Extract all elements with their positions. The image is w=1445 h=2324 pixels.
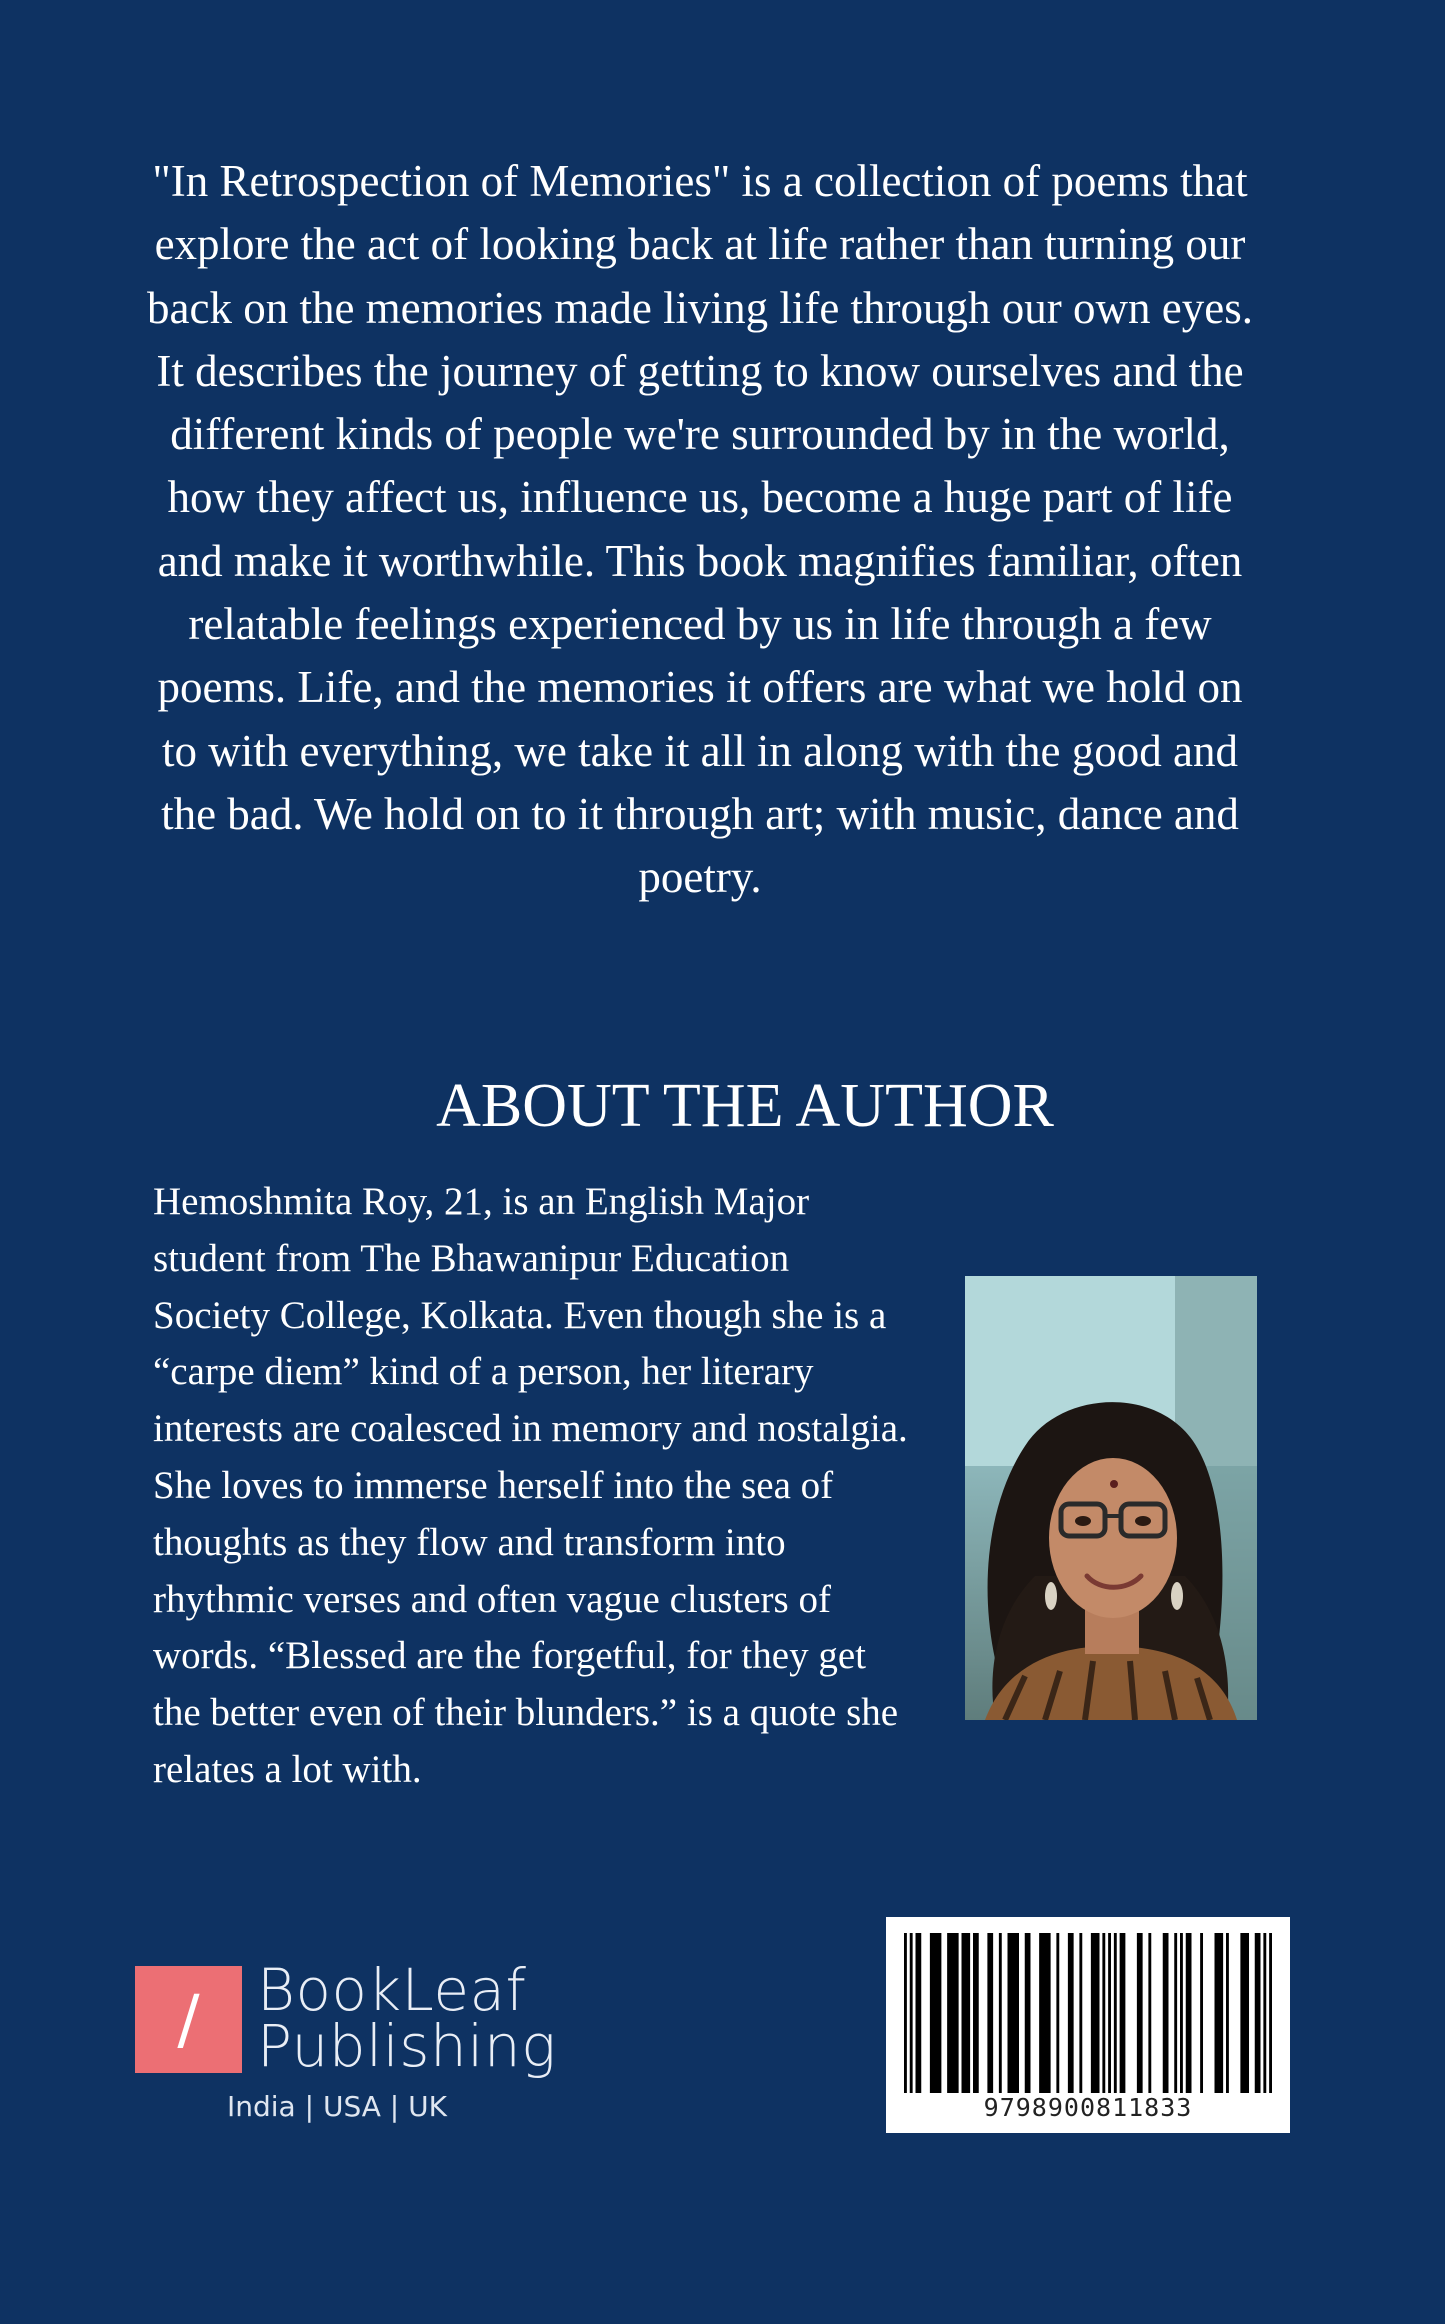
author-photo xyxy=(965,1276,1257,1720)
barcode-bar xyxy=(916,1933,922,2093)
barcode-bar xyxy=(1240,1933,1249,2093)
barcode-bar xyxy=(987,1933,993,2093)
barcode-bar xyxy=(1174,1933,1177,2093)
book-blurb: "In Retrospection of Memories" is a collection of poems that explore the act of looking back at life rather than turning our back on the memories made living life through our own eyes. It describes the journey of getting to know ourselves and the different kinds of people we're surrounded by in the world, how they affect us, influence us, become a huge part of life and make it worthwhile. This book magnifies familiar, often relatable feelings experienced by us in life through a few poems. Life, and the memories it offers are what we hold on to with everything, we take it all in along with the good and the bad. We hold on to it through art; with music, dance and poetry. xyxy=(147,156,1253,903)
barcode-bar xyxy=(1108,1933,1111,2093)
barcode-bar xyxy=(1114,1933,1117,2093)
barcode-bar xyxy=(1137,1933,1143,2093)
barcode-bar xyxy=(1263,1933,1266,2093)
barcode-bar xyxy=(947,1933,959,2093)
barcode-bar xyxy=(1148,1933,1151,2093)
barcode-bar xyxy=(1120,1933,1126,2093)
barcode-bar xyxy=(1186,1933,1192,2093)
barcode-bar xyxy=(973,1933,979,2093)
barcode-bar xyxy=(910,1933,913,2093)
barcode-bar xyxy=(962,1933,971,2093)
slash-logo-icon: / xyxy=(135,1966,242,2073)
barcode-bar xyxy=(1226,1933,1229,2093)
barcode-bar xyxy=(930,1933,942,2093)
barcode-bar xyxy=(1079,1933,1082,2093)
barcode-bar xyxy=(1056,1933,1059,2093)
barcode-bar xyxy=(1039,1933,1051,2093)
barcode-bar xyxy=(1215,1933,1224,2093)
author-portrait-illustration xyxy=(965,1276,1257,1720)
author-bio: Hemoshmita Roy, 21, is an English Major student from The Bhawanipur Education Society College, Kolkata. Even though she is a “carpe diem” kind of a person, her literary interests are coalesced in memory and nostalgia. She loves to immerse herself into the sea of thoughts as they flow and transform into rhythmic verses and often vague clusters of words. “Blessed are the forgetful, for they get the better even of their blunders.” is a quote she relates a lot with. xyxy=(153,1180,908,1791)
publisher-regions: India | USA | UK xyxy=(227,2090,447,2123)
isbn-barcode xyxy=(886,1917,1290,2133)
barcode-bar xyxy=(1102,1933,1105,2093)
barcode-bar xyxy=(1091,1933,1100,2093)
barcode-bar xyxy=(1025,1933,1031,2093)
barcode-bar xyxy=(1200,1933,1203,2093)
publisher-logo xyxy=(135,1958,555,2138)
barcode-bar xyxy=(1068,1933,1074,2093)
barcode-bars-icon xyxy=(904,1933,1272,2093)
barcode-bar xyxy=(999,1933,1002,2093)
publisher-name-line2: Publishing xyxy=(257,2012,557,2080)
barcode-bar xyxy=(1180,1933,1183,2093)
about-author-heading: ABOUT THE AUTHOR xyxy=(436,1072,1054,1140)
publisher-name-line1: BookLeaf xyxy=(257,1956,527,2024)
barcode-bar xyxy=(904,1933,907,2093)
barcode-bar xyxy=(1008,1933,1020,2093)
barcode-bar xyxy=(1269,1933,1272,2093)
barcode-bar xyxy=(1255,1933,1261,2093)
barcode-bar xyxy=(1163,1933,1169,2093)
isbn-number: 9798900811833 xyxy=(983,2093,1193,2122)
